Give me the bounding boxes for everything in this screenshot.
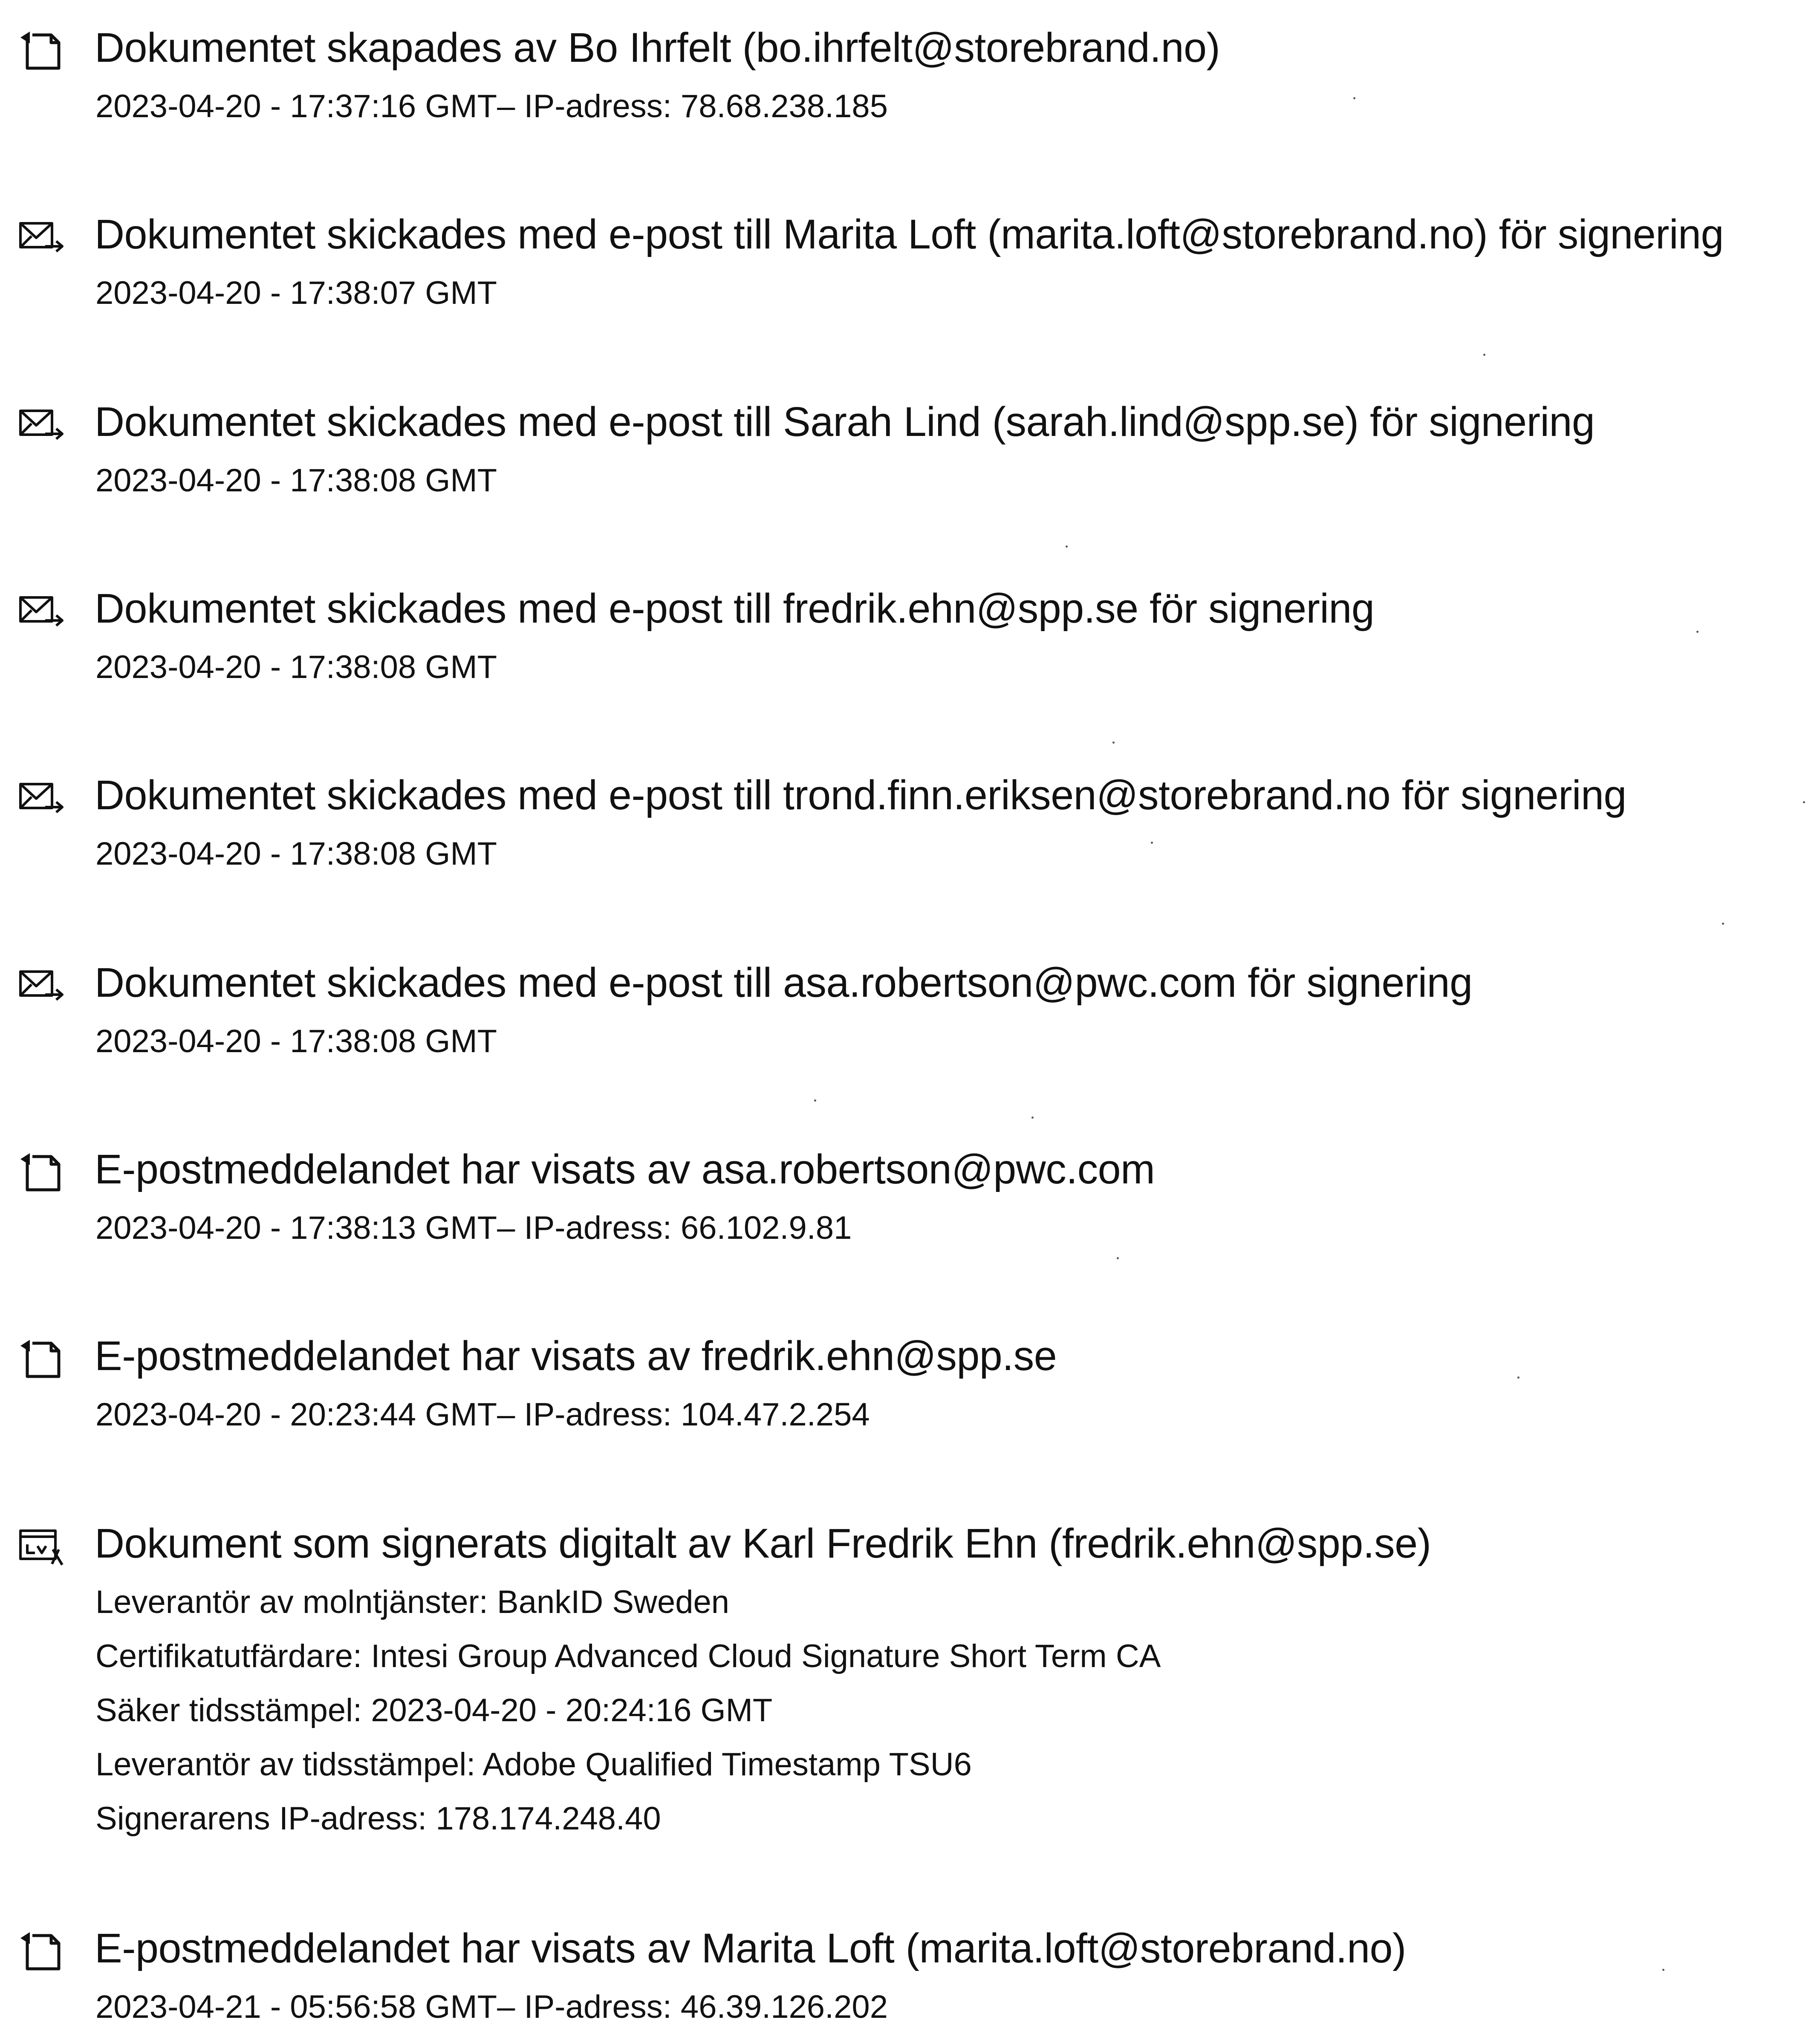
email-send-icon bbox=[18, 590, 66, 632]
log-entry-details bbox=[95, 1980, 888, 2034]
log-entry-title: E-postmeddelandet har visats av asa.robertson@pwc.com bbox=[95, 1146, 1155, 1192]
log-entry-title: Dokumentet skickades med e-post till Sarah Lind (sarah.lind@spp.se) för signering bbox=[95, 398, 1595, 445]
log-entry-detail: Leverantör av molntjänster: BankID Sweden bbox=[95, 1584, 730, 1620]
log-entry-details bbox=[95, 1388, 870, 1442]
log-entry-title: Dokument som signerats digitalt av Karl Fredrik Ehn (fredrik.ehn@spp.se) bbox=[95, 1520, 1431, 1567]
email-send-icon bbox=[18, 216, 66, 258]
log-entry-title: E-postmeddelandet har visats av Marita Loft (marita.loft@storebrand.no) bbox=[95, 1925, 1406, 1971]
log-entry-details bbox=[95, 266, 497, 320]
log-entry-title: E-postmeddelandet har visats av fredrik.ehn@spp.se bbox=[95, 1333, 1057, 1379]
digital-signature-icon bbox=[18, 1525, 66, 1567]
log-entry-detail: 2023-04-20 - 17:38:08 GMT bbox=[95, 462, 497, 499]
scan-speck bbox=[1117, 1257, 1119, 1259]
log-entry-title: Dokumentet skapades av Bo Ihrfelt (bo.ihrfelt@storebrand.no) bbox=[95, 24, 1220, 71]
log-entry-detail: 2023-04-20 - 17:38:13 GMT– IP-adress: 66.102.9.81 bbox=[95, 1210, 852, 1246]
document-view-icon bbox=[18, 29, 66, 72]
log-entry-title: Dokumentet skickades med e-post till trond.finn.eriksen@storebrand.no för signering bbox=[95, 772, 1626, 818]
log-entry-detail: 2023-04-20 - 17:38:07 GMT bbox=[95, 275, 497, 311]
log-entry-detail: Säker tidsstämpel: 2023-04-20 - 20:24:16 GMT bbox=[95, 1692, 773, 1728]
log-entry-detail: Leverantör av tidsstämpel: Adobe Qualified Timestamp TSU6 bbox=[95, 1746, 972, 1783]
log-entry-details bbox=[95, 79, 888, 133]
log-entry-detail: 2023-04-20 - 17:38:08 GMT bbox=[95, 649, 497, 685]
log-entry-title: Dokumentet skickades med e-post till fredrik.ehn@spp.se för signering bbox=[95, 585, 1375, 632]
scan-speck bbox=[1803, 801, 1805, 803]
log-entry-detail: 2023-04-20 - 17:38:08 GMT bbox=[95, 1023, 497, 1059]
scan-speck bbox=[1066, 545, 1068, 548]
document-view-icon bbox=[18, 1151, 66, 1193]
document-view-icon bbox=[18, 1337, 66, 1380]
log-entry-detail: Certifikatutfärdare: Intesi Group Advanced Cloud Signature Short Term CA bbox=[95, 1638, 1161, 1674]
log-entry-title: Dokumentet skickades med e-post till Marita Loft (marita.loft@storebrand.no) för signering bbox=[95, 211, 1724, 257]
log-entry-details bbox=[95, 640, 497, 694]
log-entry-detail: 2023-04-21 - 05:56:58 GMT– IP-adress: 46.39.126.202 bbox=[95, 1989, 888, 2025]
email-send-icon bbox=[18, 964, 66, 1007]
log-entry-details bbox=[95, 1201, 852, 1255]
document-view-icon bbox=[18, 1930, 66, 1972]
log-entry-detail: 2023-04-20 - 20:23:44 GMT– IP-adress: 104.47.2.254 bbox=[95, 1396, 870, 1433]
scan-speck bbox=[1031, 1117, 1034, 1119]
scan-speck bbox=[1112, 741, 1115, 744]
scan-speck bbox=[1483, 354, 1485, 356]
log-entry-details bbox=[95, 1014, 497, 1068]
log-entry-details bbox=[95, 827, 497, 881]
scan-speck bbox=[1722, 923, 1724, 925]
scan-speck bbox=[1696, 631, 1699, 633]
log-entry-details bbox=[95, 453, 497, 508]
log-entry-detail: 2023-04-20 - 17:37:16 GMT– IP-adress: 78.68.238.185 bbox=[95, 88, 888, 124]
email-send-icon bbox=[18, 776, 66, 819]
scan-speck bbox=[1662, 1969, 1664, 1971]
log-entry-detail: 2023-04-20 - 17:38:08 GMT bbox=[95, 836, 497, 872]
log-entry-detail: Signerarens IP-adress: 178.174.248.40 bbox=[95, 1800, 661, 1837]
scan-speck bbox=[1517, 1376, 1520, 1379]
scan-speck bbox=[1151, 842, 1153, 844]
scan-speck bbox=[814, 1099, 816, 1102]
email-send-icon bbox=[18, 403, 66, 446]
log-entry-title: Dokumentet skickades med e-post till asa.robertson@pwc.com för signering bbox=[95, 959, 1473, 1006]
log-entry-details bbox=[95, 1575, 1161, 1846]
scan-speck bbox=[1353, 97, 1355, 99]
